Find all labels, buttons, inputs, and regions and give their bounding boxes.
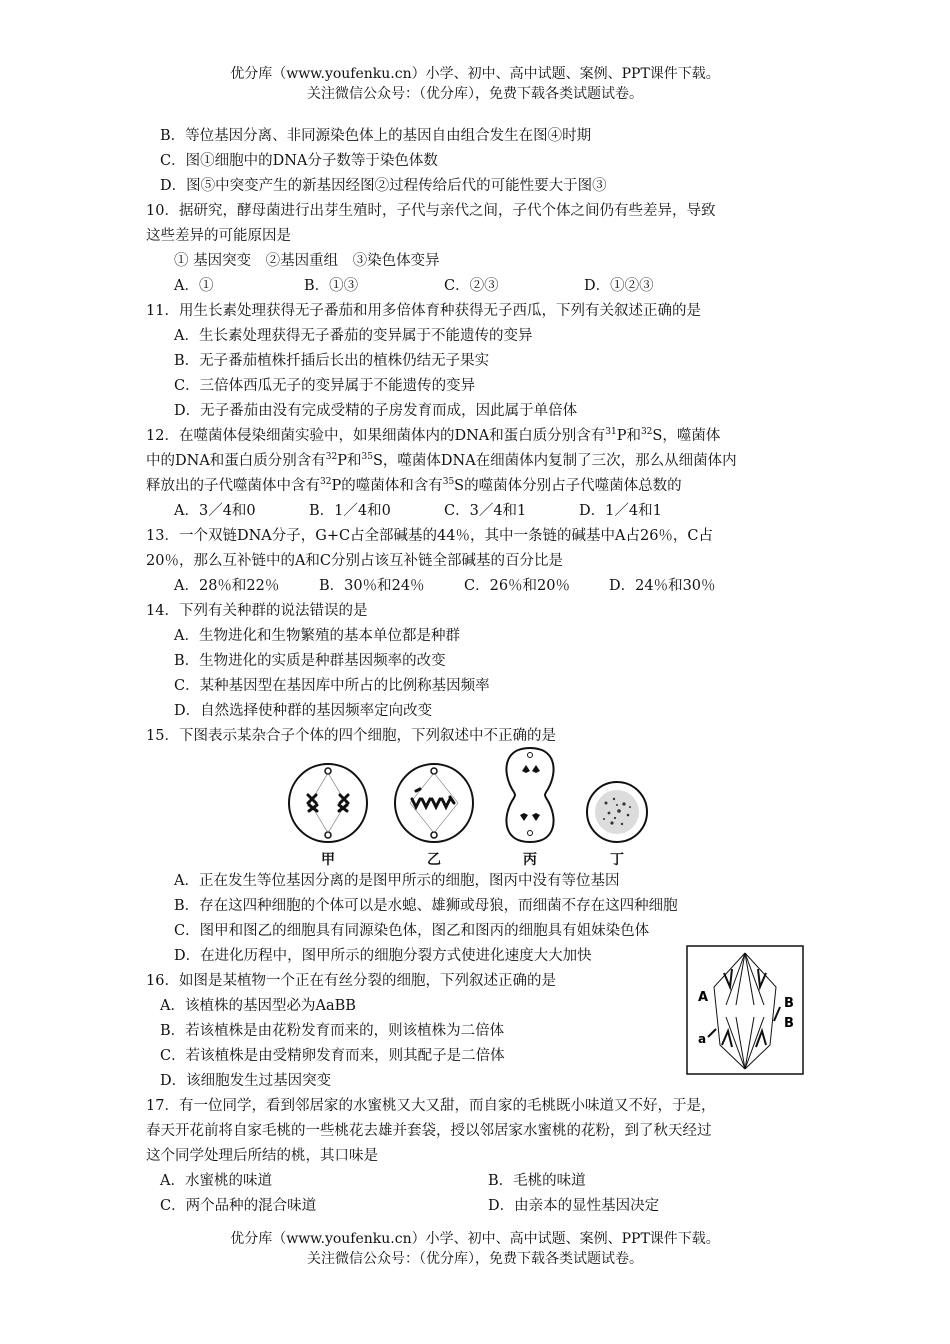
- q16-label-A: A: [698, 990, 709, 1005]
- q16-stem: 16．如图是某植物一个正在有丝分裂的细胞，下列叙述正确的是: [146, 973, 556, 989]
- q17-options-row-1: [146, 1169, 816, 1194]
- q12-l1sup2: 32: [640, 427, 653, 437]
- q16-option-d: D．该细胞发生过基因突变: [160, 1073, 332, 1089]
- page-header: [0, 64, 950, 104]
- q9-option-b: B．等位基因分离、非同源染色体上的基因自由组合发生在图④时期: [160, 128, 592, 144]
- q17-stem-3: 这个同学处理后所结的桃，其口味是: [146, 1148, 378, 1164]
- q9-option-d: D．图⑤中突变产生的新基因经图②过程传给后代的可能性要大于图③: [160, 178, 607, 194]
- cell-label-yi: 乙: [427, 852, 441, 868]
- q10-stem-1: 10．据研究，酵母菌进行出芽生殖时，子代与亲代之间，子代个体之间仍有些差异，导致: [146, 203, 716, 219]
- q13-options: [146, 574, 816, 599]
- cell-jia: [286, 761, 370, 869]
- cell-ding-icon: [584, 779, 650, 845]
- q14-stem: 14．下列有关种群的说法错误的是: [146, 603, 368, 619]
- header-line-1: 优分库（www.youfenku.cn）小学、初中、高中试题、案例、PPT课件下载。: [230, 66, 720, 82]
- q16-option-a: A．该植株的基因型必为AaBB: [160, 998, 356, 1014]
- q15-option-c: C．图甲和图乙的细胞具有同源染色体，图乙和图丙的细胞具有姐妹染色体: [174, 923, 650, 939]
- exam-content: [146, 124, 816, 1219]
- q12-l1c: S，噬菌体: [652, 428, 721, 444]
- q12-l2sup2: 35: [361, 452, 373, 462]
- q17-options-row-2: [146, 1194, 816, 1219]
- q13-option-c: C．26％和20％: [464, 578, 570, 594]
- q12-l3b: P的噬菌体和含有: [331, 478, 443, 494]
- q14-option-b: B．生物进化的实质是种群基因频率的改变: [174, 653, 446, 669]
- q17-option-a: A．水蜜桃的味道: [160, 1173, 272, 1189]
- cell-bing: [498, 745, 562, 869]
- q12-option-c: C．3／4和1: [444, 503, 527, 519]
- q17-option-c: C．两个品种的混合味道: [160, 1198, 317, 1214]
- footer-line-2: 关注微信公众号：（优分库），免费下载各类试题试卷。: [307, 1251, 643, 1267]
- q11-option-b: B．无子番茄植株扦插后长出的植株仍结无子果实: [174, 353, 490, 369]
- q15-option-b: B．存在这四种细胞的个体可以是水螅、雄狮或母狼，而细菌不存在这四种细胞: [174, 898, 678, 914]
- q17-option-b: B．毛桃的味道: [488, 1173, 586, 1189]
- cell-yi-icon: [392, 761, 476, 845]
- q16-block: [146, 969, 816, 1094]
- q12-l1a: 12．在噬菌体侵染细菌实验中，如果细菌体内的DNA和蛋白质分别含有: [146, 428, 606, 444]
- q14-option-c: C．某种基因型在基因库中所占的比例称基因频率: [174, 678, 490, 694]
- q10-option-b: B．①③: [304, 278, 359, 294]
- q15-option-a: A．正在发生等位基因分离的是图甲所示的细胞，图丙中没有等位基因: [174, 873, 620, 889]
- cell-label-bing: 丙: [523, 852, 537, 868]
- cell-ding: [584, 779, 650, 869]
- cell-jia-icon: [286, 761, 370, 845]
- header-line-2: 关注微信公众号：（优分库），免费下载各类试题试卷。: [307, 86, 643, 102]
- cell-label-jia: 甲: [321, 852, 335, 868]
- q10-option-d: D．①②③: [584, 278, 654, 294]
- q12-l2b: P和: [337, 453, 362, 469]
- q16-label-B1: B: [784, 996, 794, 1011]
- q17-stem-2: 春天开花前将自家毛桃的一些桃花去雄并套袋，授以邻居家水蜜桃的花粉，到了秋天经过: [146, 1123, 712, 1139]
- q12-l3a: 释放出的子代噬菌体中含有: [146, 478, 320, 494]
- page-footer: [0, 1229, 950, 1269]
- q9-option-c: C．图①细胞中的DNA分子数等于染色体数: [160, 153, 438, 169]
- q11-option-c: C．三倍体西瓜无子的变异属于不能遗传的变异: [174, 378, 476, 394]
- q15-cell-figure: [146, 751, 816, 869]
- q13-option-b: B．30％和24％: [319, 578, 425, 594]
- q12-stem-3: [146, 474, 816, 499]
- q13-option-a: A．28％和22％: [174, 578, 280, 594]
- q12-l1sup1: 31: [605, 427, 617, 437]
- q12-option-a: A．3／4和0: [174, 503, 256, 519]
- q10-option-a: A．①: [174, 278, 214, 294]
- q17-option-d: D．由亲本的显性基因决定: [488, 1198, 660, 1214]
- q11-option-d: D．无子番茄由没有完成受精的子房发育而成，因此属于单倍体: [174, 403, 578, 419]
- q12-l3sup2: 35: [442, 477, 455, 487]
- q12-l2c: S，噬菌体DNA在细菌体内复制了三次，那么从细菌体内: [372, 453, 737, 469]
- q12-stem-1: [146, 424, 816, 449]
- q15-stem: 15．下图表示某杂合子个体的四个细胞，下列叙述中不正确的是: [146, 728, 556, 744]
- q13-stem-1: 13．一个双链DNA分子，G+C占全部碱基的44％，其中一条链的碱基中A占26％，C占: [146, 528, 714, 544]
- q14-option-a: A．生物进化和生物繁殖的基本单位都是种群: [174, 628, 460, 644]
- q17-stem-1: 17．有一位同学，看到邻居家的水蜜桃又大又甜，而自家的毛桃既小味道又不好，于是，: [146, 1098, 716, 1114]
- q14-option-d: D．自然选择使种群的基因频率定向改变: [174, 703, 433, 719]
- q10-choices: ① 基因突变 ②基因重组 ③染色体变异: [174, 253, 440, 269]
- q12-option-b: B．1／4和0: [309, 503, 391, 519]
- q11-stem: 11．用生长素处理获得无子番茄和用多倍体育种获得无子西瓜，下列有关叙述正确的是: [146, 303, 701, 319]
- q12-stem-2: [146, 449, 816, 474]
- q11-option-a: A．生长素处理获得无子番茄的变异属于不能遗传的变异: [174, 328, 533, 344]
- cell-label-ding: 丁: [610, 852, 624, 868]
- q12-l1b: P和: [616, 428, 641, 444]
- q12-l3sup1: 32: [320, 477, 332, 487]
- q10-stem-2: 这些差异的可能原因是: [146, 228, 291, 244]
- q12-l3c: S的噬菌体分别占子代噬菌体总数的: [454, 478, 682, 494]
- q16-option-c: C．若该植株是由受精卵发育而来，则其配子是二倍体: [160, 1048, 505, 1064]
- q12-l2sup1: 32: [325, 452, 338, 462]
- q10-options: [146, 274, 816, 299]
- cell-yi: [392, 761, 476, 869]
- q16-label-B2: B: [784, 1016, 794, 1031]
- cell-bing-icon: [498, 745, 562, 845]
- q10-option-c: C．②③: [444, 278, 499, 294]
- footer-line-1: 优分库（www.youfenku.cn）小学、初中、高中试题、案例、PPT课件下载。: [230, 1231, 720, 1247]
- q16-cell-figure: [686, 945, 804, 1075]
- q15-option-d: D．在进化历程中，图甲所示的细胞分裂方式使进化速度大大加快: [174, 948, 592, 964]
- q12-option-d: D．1／4和1: [579, 503, 662, 519]
- q16-option-b: B．若该植株是由花粉发育而来的，则该植株为二倍体: [160, 1023, 505, 1039]
- q16-label-a: a: [698, 1032, 707, 1046]
- q13-option-d: D．24％和30％: [609, 578, 716, 594]
- q12-l2a: 中的DNA和蛋白质分别含有: [146, 453, 326, 469]
- q13-stem-2: 20％，那么互补链中的A和C分别占该互补链全部碱基的百分比是: [146, 553, 564, 569]
- q12-options: [146, 499, 816, 524]
